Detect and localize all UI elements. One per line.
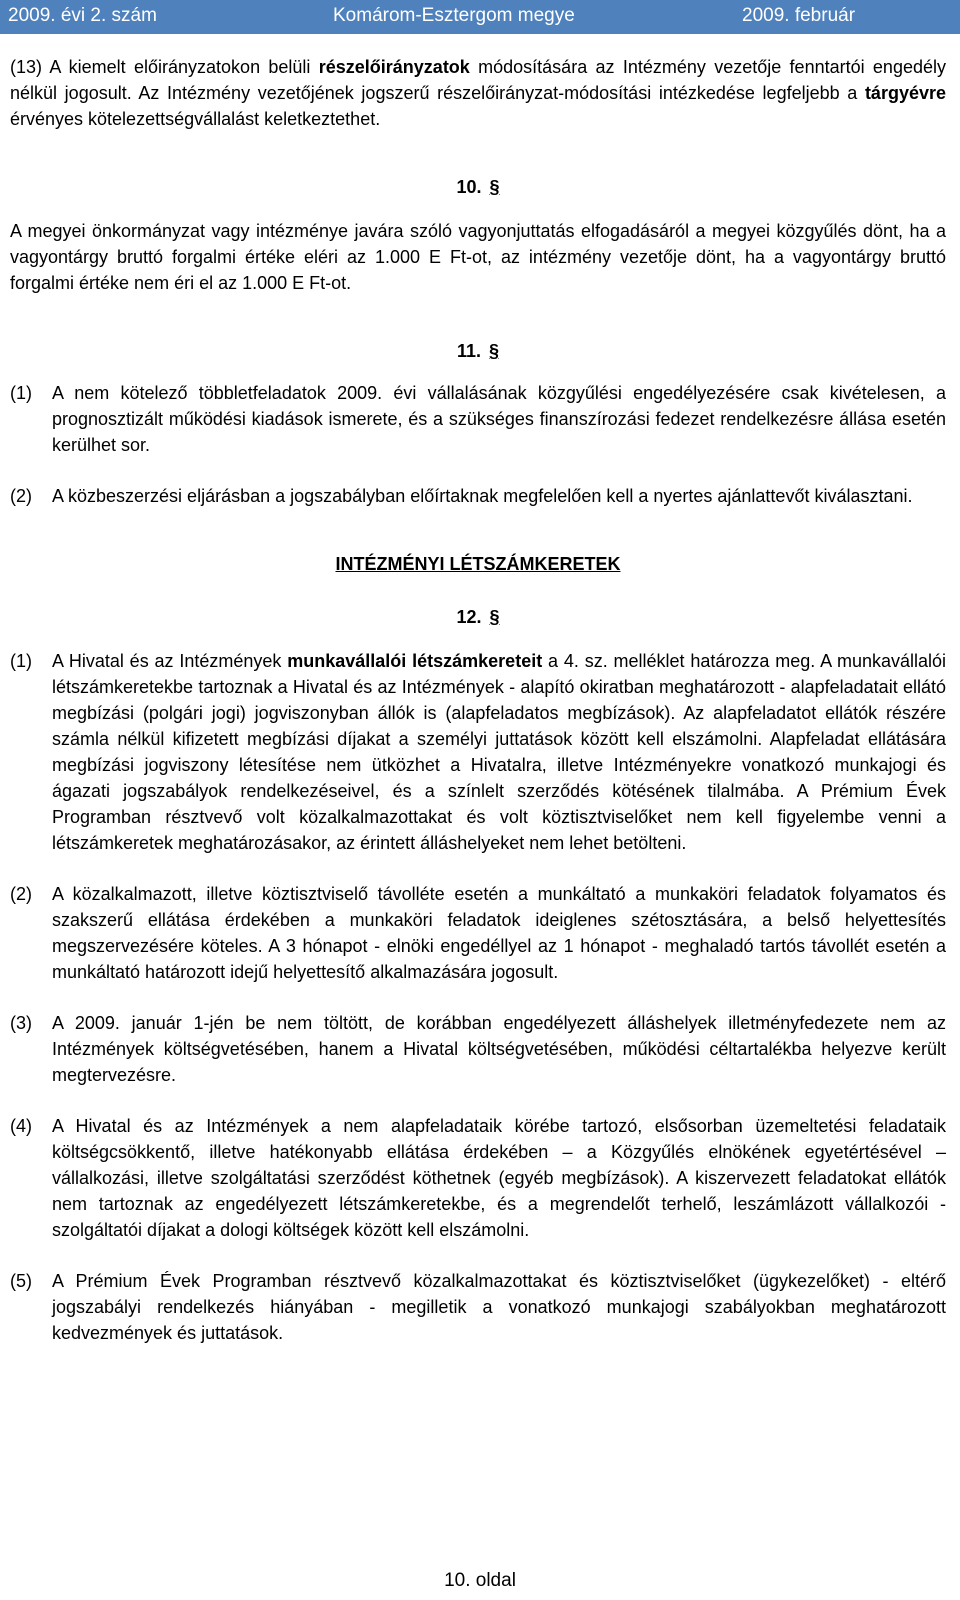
item-text: A 2009. január 1-jén be nem töltött, de korábban engedélyezett álláshelyek illetményfedezete nem az Intézmények költségvetésében, hanem a Hivatal költségvetésében, működési céltartalékba helyezve került megtervezésre. xyxy=(52,1013,946,1085)
text-run: A Hivatal és az Intézmények xyxy=(52,651,288,671)
page-number: 10. oldal xyxy=(444,1570,516,1591)
header-issue: 2009. évi 2. szám xyxy=(8,5,157,26)
item-number: (2) xyxy=(10,486,32,506)
item-text xyxy=(52,648,946,856)
item-text: A nem kötelező többletfeladatok 2009. évi vállalásának közgyűlési engedélyezésére csak kivételesen, a prognosztizált működési kiadások ismerete, és a szükséges finanszírozási fedezet rendelkezésre állása esetén kerülhet sor. xyxy=(52,383,946,455)
paragraph-13 xyxy=(10,54,946,132)
section-number: 10. xyxy=(456,177,482,197)
section-number: 12. xyxy=(456,607,482,627)
text-run: érvényes kötelezettségvállalást keletkeztethet. xyxy=(10,109,381,129)
section-11-title xyxy=(10,338,946,364)
text-run: a 4. sz. melléklet határozza meg. A munkavállalói létszámkeretekbe tartoznak a Hivatal és az Intézmények - alapító okiratban meghatározott - alapfeladatait ellátó megbízási (polgári jogi) jogviszonyban állók is (alapfeladatos megbízások). Az alapfeladatot ellátók részére számla nélkül kifizetett megbízási díjakat a személyi juttatások között kell elszámolni. Alapfeladat ellátására megbízási jogviszony létesítése nem ütközhet a Hivatalra, illetve Intézményekre vonatkozó munkajogi és ágazati jogszabályok rendelkezéseivel, és a színlelt szerződés kötésének tilalmába. A Prémium Évek Programban résztvevő volt közalkalmazottakat és volt köztisztviselőket nem kell figyelembe venni a létszámkeretek meghatározásakor, az érintett álláshelyeket nem lehet betölteni. xyxy=(52,651,947,853)
section-12-item-2 xyxy=(10,881,946,985)
paragraph-number: (13) xyxy=(10,57,43,77)
section-12-title xyxy=(10,604,946,630)
item-number: (5) xyxy=(10,1271,32,1291)
section-12-item-4 xyxy=(10,1113,946,1243)
document-body xyxy=(10,50,946,1346)
text-run: módosítására az Intézmény vezetője fenntartói engedély nélkül jogosult. Az Intézmény vezetőjének jogszerű részelőirányzat-módosítási intézkedése legfeljebb a xyxy=(10,57,946,103)
section-12-item-3 xyxy=(10,1010,946,1088)
item-text: A Prémium Évek Programban résztvevő közalkalmazottakat és köztisztviselőket (ügykezelőket) - eltérő jogszabályi rendelkezés hiányában - megilletik a vonatkozó munkajogi szabályokban meghatározott kedvezmények és juttatások. xyxy=(52,1271,946,1343)
section-10-title xyxy=(10,174,946,200)
section-number: 11. xyxy=(456,341,481,361)
chapter-heading: INTÉZMÉNYI LÉTSZÁMKERETEK xyxy=(335,554,621,574)
paragraph-13-text xyxy=(10,54,946,132)
bold-run: munkavállalói létszámkereteit xyxy=(287,651,543,671)
header-date: 2009. február xyxy=(742,5,856,26)
item-text: A közalkalmazott, illetve köztisztviselő távolléte esetén a munkáltató a munkaköri feladatok folyamatos és szakszerű ellátása érdekében a munkaköri feladatok ideiglenes szétosztására, a belső helyettesítés megszervezésére köteles. A 3 hónapot - elnöki engedéllyel az 1 hónapot - meghaladó tartós távollét esetén a munkáltató határozott idejű helyettesítő alkalmazására jogosult. xyxy=(52,884,946,982)
section-11-item-1 xyxy=(10,380,946,458)
section-symbol: § xyxy=(489,607,500,627)
section-11-item-2 xyxy=(10,483,946,509)
header-county: Komárom-Esztergom megye xyxy=(333,5,575,26)
section-10-text: A megyei önkormányzat vagy intézménye javára szóló vagyonjuttatás elfogadásáról a megyei közgyűlés dönt, ha a vagyontárgy bruttó forgalmi értéke eléri az 1.000 E Ft-ot, az intézmény vezetője dönt, ha a vagyontárgy bruttó forgalmi értéke nem éri el az 1.000 E Ft-ot. xyxy=(10,221,946,293)
text-run: A kiemelt előirányzatokon belüli xyxy=(42,57,319,77)
item-number: (4) xyxy=(10,1116,32,1136)
item-number: (1) xyxy=(10,383,32,403)
section-symbol: § xyxy=(489,341,500,361)
bold-run: tárgyévre xyxy=(864,83,946,103)
item-number: (2) xyxy=(10,884,32,904)
item-text: A Hivatal és az Intézmények a nem alapfeladataik körébe tartozó, elsősorban üzemeltetési feladataik költségcsökkentő, illetve hatékonyabb ellátása érdekében – a Közgyűlés elnökének egyetértésével – vállalkozási, illetve szolgáltatási szerződést köthetnek (egyéb megbízások). A kiszervezett feladatokat ellátók nem tartoznak az engedélyezett létszámkeretekbe, és a megrendelőt terhelő, leszámlázott vállalkozói - szolgáltatói díjakat a dologi költségek között kell elszámolni. xyxy=(52,1116,946,1240)
section-12-item-1 xyxy=(10,648,946,856)
page-header xyxy=(0,0,960,34)
item-text: A közbeszerzési eljárásban a jogszabályban előírtaknak megfelelően kell a nyertes ajánlattevőt kiválasztani. xyxy=(52,486,913,506)
item-number: (1) xyxy=(10,651,32,671)
item-number: (3) xyxy=(10,1013,32,1033)
section-12-item-5 xyxy=(10,1268,946,1346)
section-symbol: § xyxy=(489,177,500,197)
bold-run: részelőirányzatok xyxy=(318,57,470,77)
